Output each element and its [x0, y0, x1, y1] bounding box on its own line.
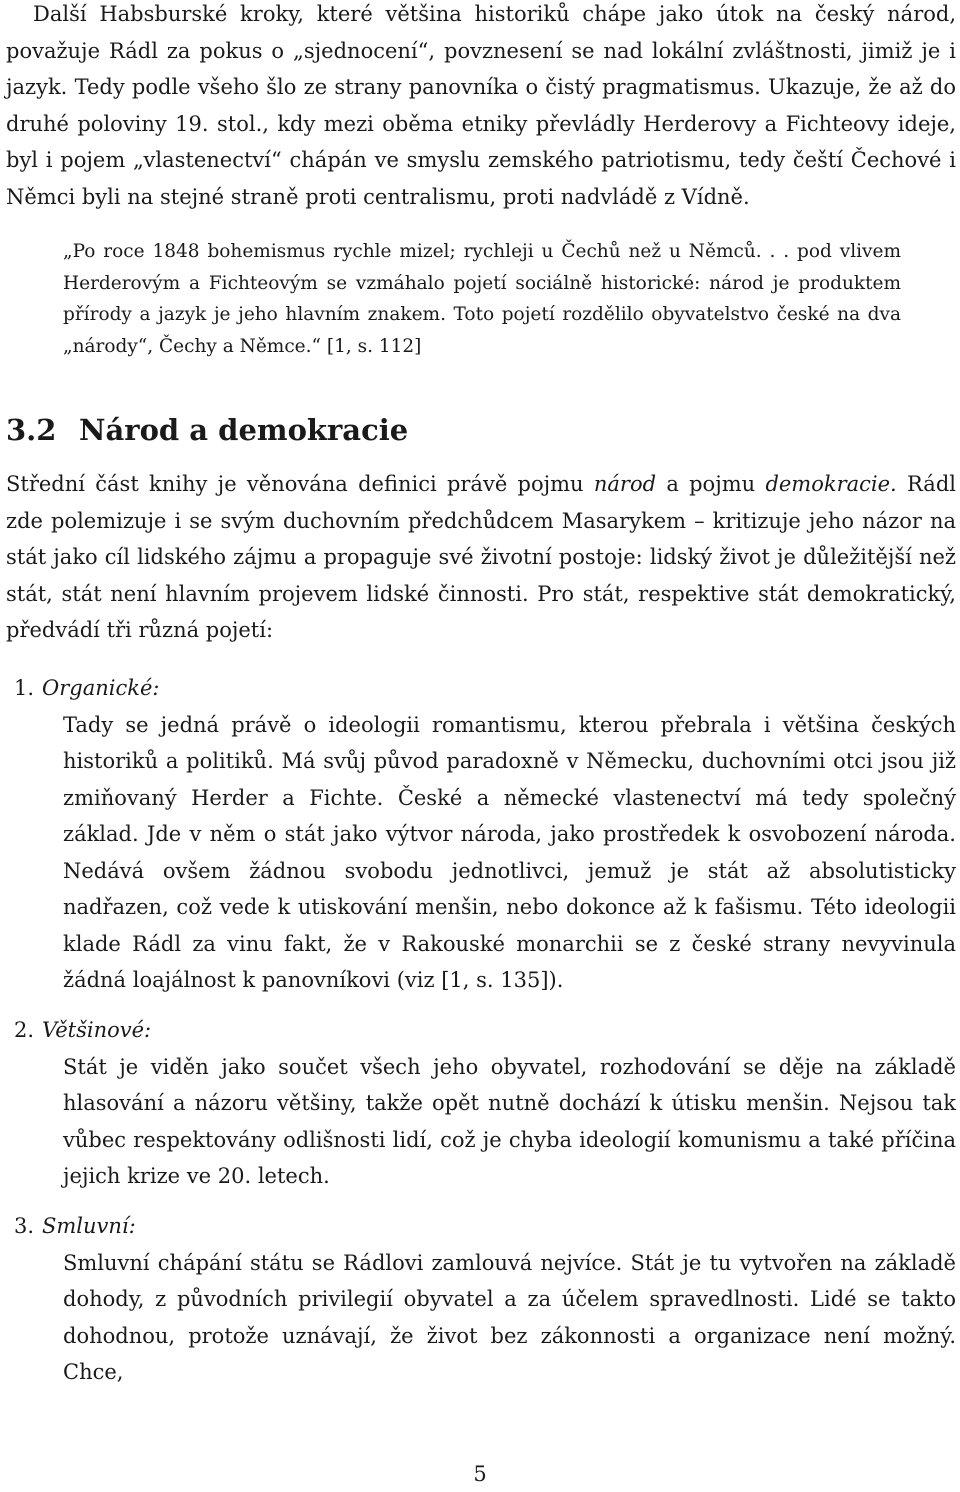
list-item-header [6, 670, 956, 707]
section-heading [6, 410, 408, 450]
list-item-header [6, 1208, 956, 1245]
section-number: 3.2 [6, 413, 57, 447]
list-item-body: Stát je viděn jako součet všech jeho obyvatel, rozhodování se děje na základě hlasování a názoru většiny, takže opět nutně dochází k útisku menšin. Nejsou tak vůbec respektovány odlišnosti lidí, což je chyba ideologií komunismu a také příčina jejich krize ve 20. letech. [63, 1054, 956, 1188]
emphasized-term: národ [593, 472, 657, 496]
emphasized-term: demokracie. [765, 472, 897, 496]
list-item-number: 3. [13, 1214, 34, 1238]
list-item-title: Organické: [42, 676, 160, 700]
list-item-title: Většinové: [42, 1018, 152, 1042]
list-item-title: Smluvní: [42, 1214, 136, 1238]
section-title: Národ a demokracie [79, 413, 409, 447]
paragraph-text: Střední část knihy je věnována definici právě pojmu [6, 472, 594, 496]
list-item [6, 670, 956, 999]
list-item [6, 1208, 956, 1391]
list-item-header [6, 1012, 956, 1049]
list-item-number: 1. [13, 676, 34, 700]
block-quote: „Po roce 1848 bohemismus rychle mizel; rychleji u Čechů než u Němců. . . pod vlivem Herderovým a Fichteovým se vzmáhalo pojetí sociálně historické: národ je produktem přírody a jazyk je jeho hlavním znakem. Toto pojetí rozdělilo obyvatelstvo české na dva „národy“, Čechy a Němce.“ [1, s. 112] [63, 241, 901, 357]
paragraph-text: a pojmu [656, 472, 766, 496]
list-item-body: Tady se jedná právě o ideologii romantismu, kterou přebrala i většina českých historiků a politiků. Má svůj původ paradoxně v Německu, duchovními otci jsou již zmiňovaný Herder a Fichte. České a německé vlastenectví má tedy společný základ. Jde v něm o stát jako výtvor národa, jako prostředek k osvobození národa. Nedává ovšem žádnou svobodu jednotlivci, jemuž je stát až absolutisticky nadřazen, což vede k utiskování menšin, nebo dokonce až k fašismu. Této ideologii klade Rádl za vinu fakt, že v Rakouské monarchii se z české strany nevyvinula žádná loajálnost k panovníkovi (viz [1, s. 135]). [63, 712, 956, 992]
page-number: 5 [473, 1462, 487, 1486]
paragraph-text: Rádl zde polemizuje i se svým duchovním předchůdcem Masarykem – kritizuje jeho názor na stát jako cíl lidského zájmu a propaguje své životní postoje: lidský život je důležitější než stát, stát není hlavním projevem lidské činnosti. Pro stát, respektive stát demokratický, předvádí tři různá pojetí: [6, 472, 956, 642]
list-item-body: Smluvní chápání státu se Rádlovi zamlouvá nejvíce. Stát je tu vytvořen na základě dohody, z původních privilegií obyvatel a za účelem spravedlnosti. Lidé se takto dohodnou, protože uznávají, že život bez zákonnosti a organizace není možný. Chce, [63, 1250, 956, 1384]
body-paragraph [6, 466, 956, 649]
body-paragraph: Další Habsburské kroky, které většina historiků chápe jako útok na český národ, považuje Rádl za pokus o „sjednocení“, povznesení se nad lokální zvláštnosti, jimiž je i jazyk. Tedy podle všeho šlo ze strany panovníka o čistý pragmatismus. Ukazuje, že až do druhé poloviny 19. stol., kdy mezi oběma etniky převládly Herderovy a Fichteovy ideje, byl i pojem „vlastenectví“ chápán ve smyslu zemského patriotismu, tedy čeští Čechové i Němci byli na stejné straně proti centralismu, proti nadvládě z Vídně. [6, 2, 956, 209]
list-item-number: 2. [13, 1018, 34, 1042]
list-item [6, 1012, 956, 1195]
